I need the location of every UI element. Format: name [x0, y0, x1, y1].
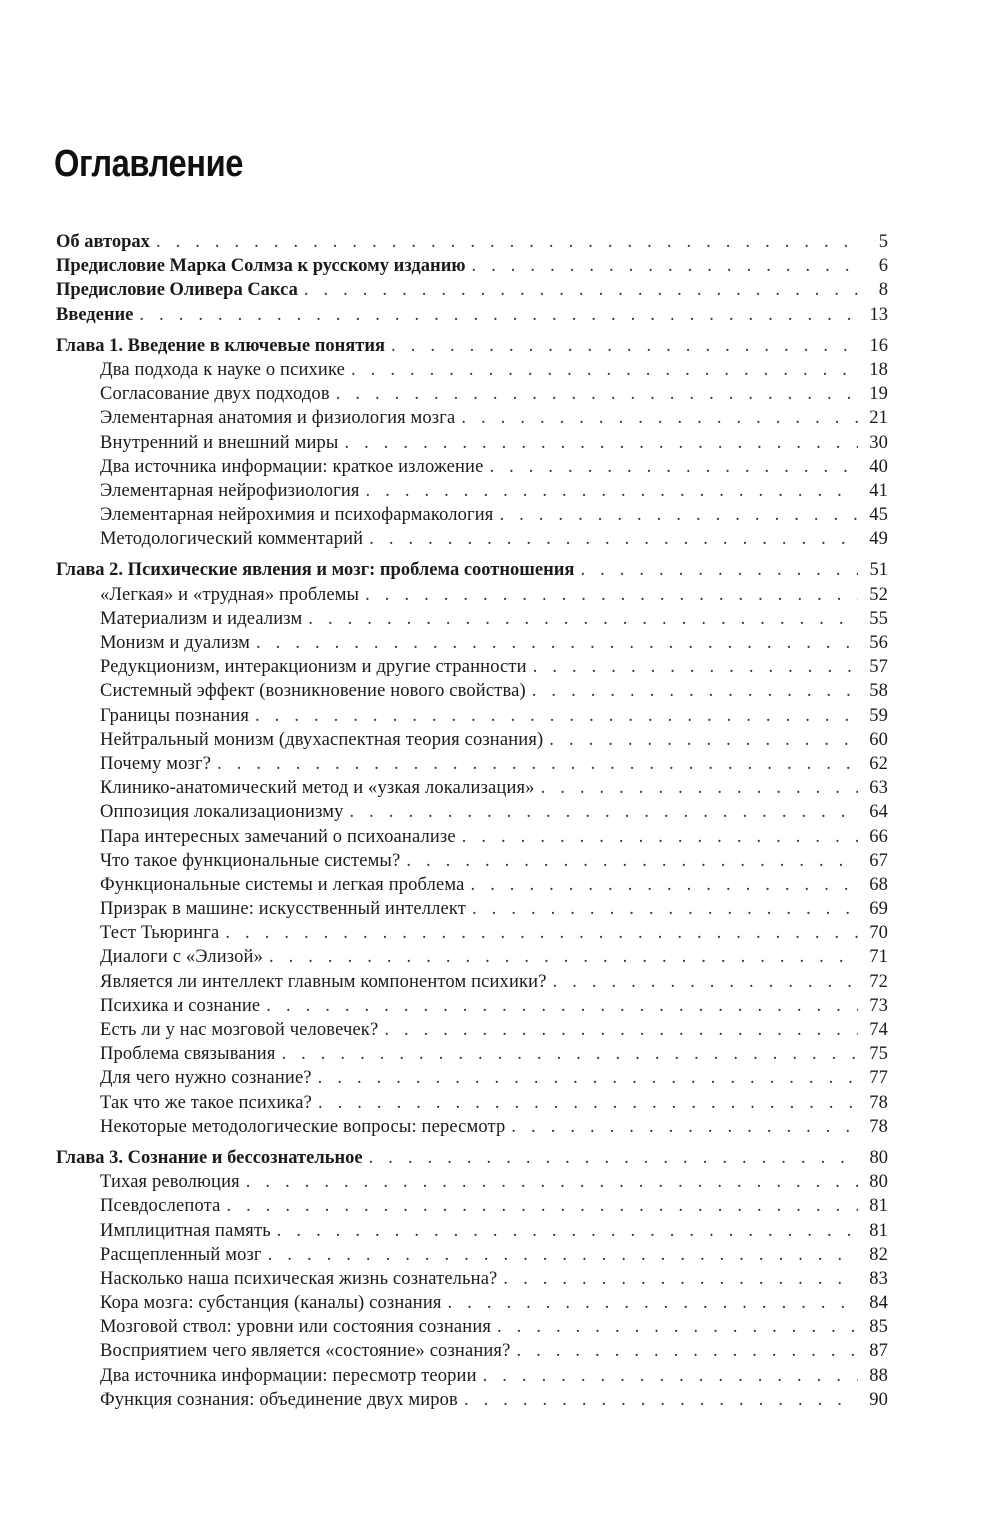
- toc-entry-title: Пара интересных замечаний о психоанализе: [100, 826, 456, 847]
- toc-entry-title: Предисловие Марка Солмза к русскому изданию: [56, 256, 466, 277]
- toc-page-number: 16: [869, 335, 888, 356]
- toc-subsection-entry[interactable]: [56, 849, 888, 873]
- dot-leader: [304, 278, 858, 302]
- dot-leader: [225, 921, 858, 945]
- dot-leader: [369, 1146, 858, 1170]
- toc-chapter-entry[interactable]: [56, 303, 888, 327]
- dot-leader: [246, 1170, 858, 1194]
- toc-entry-title: «Легкая» и «трудная» проблемы: [100, 584, 360, 605]
- toc-entry-title: Элементарная нейрохимия и психофармакология: [100, 505, 494, 526]
- toc-subsection-entry[interactable]: [56, 431, 888, 455]
- toc-subsection-entry[interactable]: [56, 1066, 888, 1090]
- toc-page-number: 52: [869, 584, 888, 605]
- toc-subsection-entry[interactable]: [56, 655, 888, 679]
- dot-leader: [516, 1339, 858, 1363]
- toc-entry-title: Внутренний и внешний миры: [100, 432, 339, 453]
- toc-page-number: 77: [869, 1068, 888, 1089]
- dot-leader: [472, 897, 858, 921]
- toc-page-number: 62: [869, 753, 888, 774]
- toc-subsection-entry[interactable]: [56, 1115, 888, 1139]
- dot-leader: [549, 728, 858, 752]
- toc-entry-title: Глава 2. Психические явления и мозг: проблема соотношения: [56, 560, 575, 581]
- dot-leader: [268, 1243, 858, 1267]
- toc-entry-title: Тихая революция: [100, 1172, 240, 1193]
- toc-page-number: 67: [869, 850, 888, 871]
- dot-leader: [217, 752, 858, 776]
- toc-page-number: 82: [869, 1244, 888, 1265]
- toc-entry-title: Нейтральный монизм (двухаспектная теория сознания): [100, 729, 544, 750]
- toc-subsection-entry[interactable]: [56, 1018, 888, 1042]
- toc-subsection-entry[interactable]: [56, 679, 888, 703]
- toc-entry-title: Редукционизм, интеракционизм и другие странности: [100, 657, 527, 678]
- dot-leader: [318, 1091, 858, 1115]
- toc-entry-title: Психика и сознание: [100, 995, 261, 1016]
- toc-subsection-entry[interactable]: [56, 945, 888, 969]
- toc-entry-title: Проблема связывания: [100, 1044, 276, 1065]
- dot-leader: [483, 1364, 858, 1388]
- dot-leader: [391, 334, 858, 358]
- dot-leader: [308, 607, 858, 631]
- toc-entry-title: Два источника информации: пересмотр теории: [100, 1365, 477, 1386]
- toc-page-number: 84: [869, 1293, 888, 1314]
- toc-page-number: 74: [869, 1020, 888, 1040]
- toc-page-number: 56: [869, 633, 888, 653]
- toc-page-number: 19: [869, 384, 888, 405]
- toc-page-number: 66: [869, 826, 888, 847]
- toc-entry-title: Расщепленный мозг: [100, 1244, 262, 1265]
- toc-entry-title: Так что же такое психика?: [100, 1092, 312, 1113]
- toc-subsection-entry[interactable]: [56, 1219, 888, 1243]
- toc-page-number: 13: [869, 304, 888, 325]
- dot-leader: [369, 527, 858, 551]
- dot-leader: [255, 704, 858, 728]
- table-of-contents: [56, 230, 888, 1419]
- toc-page-number: 85: [869, 1317, 888, 1338]
- toc-subsection-entry[interactable]: [56, 358, 888, 382]
- toc-entry-title: Методологический комментарий: [100, 529, 364, 550]
- dot-leader: [384, 1018, 858, 1042]
- toc-subsection-entry[interactable]: [56, 704, 888, 728]
- dot-leader: [462, 825, 858, 849]
- toc-page-number: 69: [869, 899, 888, 920]
- toc-page-number: 18: [869, 359, 888, 380]
- dot-leader: [471, 254, 858, 278]
- toc-subsection-entry[interactable]: [56, 583, 888, 607]
- toc-entry-title: Есть ли у нас мозговой человечек?: [100, 1020, 379, 1040]
- toc-entry-title: Функциональные системы и легкая проблема: [100, 874, 465, 895]
- toc-entry-title: Предисловие Оливера Сакса: [56, 280, 298, 301]
- dot-leader: [351, 358, 858, 382]
- toc-subsection-entry[interactable]: [56, 994, 888, 1018]
- toc-chapter-entry[interactable]: [56, 558, 888, 582]
- toc-entry-title: Введение: [56, 304, 134, 325]
- dot-leader: [256, 631, 858, 655]
- toc-page-number: 75: [869, 1044, 888, 1065]
- toc-page-number: 78: [869, 1116, 888, 1137]
- toc-entry-title: Мозговой ствол: уровни или состояния сознания: [100, 1317, 492, 1338]
- toc-page-number: 6: [878, 256, 888, 277]
- toc-chapter-entry[interactable]: [56, 334, 888, 358]
- toc-page-number: 55: [869, 608, 888, 629]
- toc-page-number: 80: [869, 1147, 888, 1168]
- toc-page-number: 73: [869, 995, 888, 1016]
- dot-leader: [461, 406, 858, 430]
- toc-page-number: 80: [869, 1172, 888, 1193]
- toc-entry-title: Призрак в машине: искусственный интеллект: [100, 899, 467, 920]
- toc-entry-title: Восприятием чего является «состояние» сознания?: [100, 1341, 511, 1362]
- toc-subsection-entry[interactable]: [56, 1170, 888, 1194]
- toc-entry-title: Системный эффект (возникновение нового свойства): [100, 681, 526, 702]
- toc-entry-title: Глава 1. Введение в ключевые понятия: [56, 335, 386, 356]
- dot-leader: [499, 503, 858, 527]
- toc-entry-title: Почему мозг?: [100, 753, 212, 774]
- dot-leader: [269, 945, 858, 969]
- toc-entry-title: Два источника информации: краткое изложение: [100, 456, 484, 477]
- toc-entry-title: Функция сознания: объединение двух миров: [100, 1389, 458, 1410]
- toc-page-number: 64: [869, 802, 888, 823]
- toc-subsection-entry[interactable]: [56, 607, 888, 631]
- dot-leader: [226, 1194, 858, 1218]
- page-title: Оглавление: [54, 143, 244, 185]
- toc-page-number: 87: [869, 1341, 888, 1362]
- toc-subsection-entry[interactable]: [56, 1388, 888, 1412]
- dot-leader: [318, 1066, 858, 1090]
- toc-page-number: 45: [869, 505, 888, 526]
- toc-entry-title: Элементарная нейрофизиология: [100, 480, 360, 501]
- dot-leader: [156, 230, 858, 254]
- toc-section: [56, 334, 888, 552]
- toc-subsection-entry[interactable]: [56, 406, 888, 430]
- toc-subsection-entry[interactable]: [56, 1243, 888, 1267]
- toc-entry-title: Насколько наша психическая жизнь сознательна?: [100, 1268, 498, 1289]
- toc-page-number: 83: [869, 1268, 888, 1289]
- dot-leader: [336, 382, 858, 406]
- toc-page-number: 90: [869, 1389, 888, 1410]
- toc-subsection-entry[interactable]: [56, 970, 888, 994]
- toc-chapter-entry[interactable]: [56, 230, 888, 254]
- toc-subsection-entry[interactable]: [56, 455, 888, 479]
- toc-entry-title: Границы познания: [100, 705, 250, 726]
- toc-subsection-entry[interactable]: [56, 1339, 888, 1363]
- dot-leader: [497, 1315, 858, 1339]
- toc-entry-title: Для чего нужно сознание?: [100, 1068, 312, 1089]
- dot-leader: [350, 800, 858, 824]
- toc-page-number: 81: [869, 1196, 888, 1217]
- toc-subsection-entry[interactable]: [56, 873, 888, 897]
- toc-entry-title: Имплицитная память: [100, 1220, 271, 1241]
- toc-page-number: 57: [869, 657, 888, 678]
- toc-page-number: 81: [869, 1220, 888, 1241]
- toc-section: [56, 1146, 888, 1412]
- toc-page-number: 51: [869, 560, 888, 581]
- toc-entry-title: Тест Тьюринга: [100, 923, 220, 944]
- dot-leader: [511, 1115, 858, 1139]
- toc-entry-title: Глава 3. Сознание и бессознательное: [56, 1147, 363, 1168]
- toc-subsection-entry[interactable]: [56, 752, 888, 776]
- toc-page-number: 72: [869, 971, 888, 992]
- toc-entry-title: Об авторах: [56, 232, 150, 252]
- toc-entry-title: Элементарная анатомия и физиология мозга: [100, 408, 456, 429]
- toc-entry-title: Диалоги с «Элизой»: [100, 947, 263, 968]
- toc-page-number: 68: [869, 874, 888, 895]
- toc-page-number: 30: [869, 432, 888, 453]
- toc-page-number: 58: [869, 681, 888, 702]
- toc-page-number: 59: [869, 705, 888, 726]
- dot-leader: [532, 679, 858, 703]
- toc-entry-title: Монизм и дуализм: [100, 633, 251, 653]
- toc-entry-title: Оппозиция локализационизму: [100, 802, 344, 823]
- toc-subsection-entry[interactable]: [56, 1042, 888, 1066]
- dot-leader: [281, 1042, 858, 1066]
- toc-chapter-entry[interactable]: [56, 254, 888, 278]
- toc-page-number: 5: [878, 232, 888, 252]
- dot-leader: [541, 776, 858, 800]
- toc-page-number: 40: [869, 456, 888, 477]
- dot-leader: [266, 994, 858, 1018]
- toc-page-number: 70: [869, 923, 888, 944]
- toc-subsection-entry[interactable]: [56, 503, 888, 527]
- toc-entry-title: Что такое функциональные системы?: [100, 850, 401, 871]
- toc-page-number: 63: [869, 778, 888, 799]
- dot-leader: [580, 558, 858, 582]
- toc-chapter-entry[interactable]: [56, 278, 888, 302]
- dot-leader: [503, 1267, 858, 1291]
- toc-subsection-entry[interactable]: [56, 776, 888, 800]
- dot-leader: [489, 455, 858, 479]
- dot-leader: [553, 970, 858, 994]
- toc-subsection-entry[interactable]: [56, 1315, 888, 1339]
- toc-subsection-entry[interactable]: [56, 1267, 888, 1291]
- dot-leader: [366, 479, 858, 503]
- toc-page-number: 88: [869, 1365, 888, 1386]
- toc-subsection-entry[interactable]: [56, 897, 888, 921]
- toc-subsection-entry[interactable]: [56, 825, 888, 849]
- toc-subsection-entry[interactable]: [56, 921, 888, 945]
- toc-entry-title: Клинико-анатомический метод и «узкая локализация»: [100, 778, 535, 799]
- dot-leader: [406, 849, 858, 873]
- toc-section: [56, 230, 888, 327]
- toc-page-number: 71: [869, 947, 888, 968]
- toc-entry-title: Согласование двух подходов: [100, 384, 330, 405]
- toc-subsection-entry[interactable]: [56, 1291, 888, 1315]
- toc-entry-title: Некоторые методологические вопросы: пересмотр: [100, 1116, 506, 1137]
- toc-page-number: 49: [869, 529, 888, 550]
- toc-page-number: 41: [869, 480, 888, 501]
- toc-page-number: 60: [869, 729, 888, 750]
- dot-leader: [464, 1388, 858, 1412]
- toc-subsection-entry[interactable]: [56, 1091, 888, 1115]
- toc-entry-title: Кора мозга: субстанция (каналы) сознания: [100, 1293, 442, 1314]
- toc-subsection-entry[interactable]: [56, 1194, 888, 1218]
- toc-subsection-entry[interactable]: [56, 631, 888, 655]
- toc-subsection-entry[interactable]: [56, 728, 888, 752]
- toc-chapter-entry[interactable]: [56, 1146, 888, 1170]
- toc-subsection-entry[interactable]: [56, 382, 888, 406]
- toc-page-number: 78: [869, 1092, 888, 1113]
- dot-leader: [139, 303, 858, 327]
- toc-subsection-entry[interactable]: [56, 527, 888, 551]
- dot-leader: [471, 873, 859, 897]
- toc-page-number: 8: [878, 280, 888, 301]
- toc-subsection-entry[interactable]: [56, 800, 888, 824]
- toc-page-number: 21: [869, 408, 888, 429]
- dot-leader: [448, 1291, 858, 1315]
- toc-entry-title: Псевдослепота: [100, 1196, 221, 1217]
- dot-leader: [344, 431, 858, 455]
- dot-leader: [365, 583, 858, 607]
- dot-leader: [533, 655, 858, 679]
- toc-subsection-entry[interactable]: [56, 479, 888, 503]
- dot-leader: [277, 1219, 858, 1243]
- toc-entry-title: Два подхода к науке о психике: [100, 359, 346, 380]
- toc-section: [56, 558, 888, 1139]
- toc-entry-title: Материализм и идеализм: [100, 608, 303, 629]
- toc-entry-title: Является ли интеллект главным компонентом психики?: [100, 971, 547, 992]
- toc-subsection-entry[interactable]: [56, 1364, 888, 1388]
